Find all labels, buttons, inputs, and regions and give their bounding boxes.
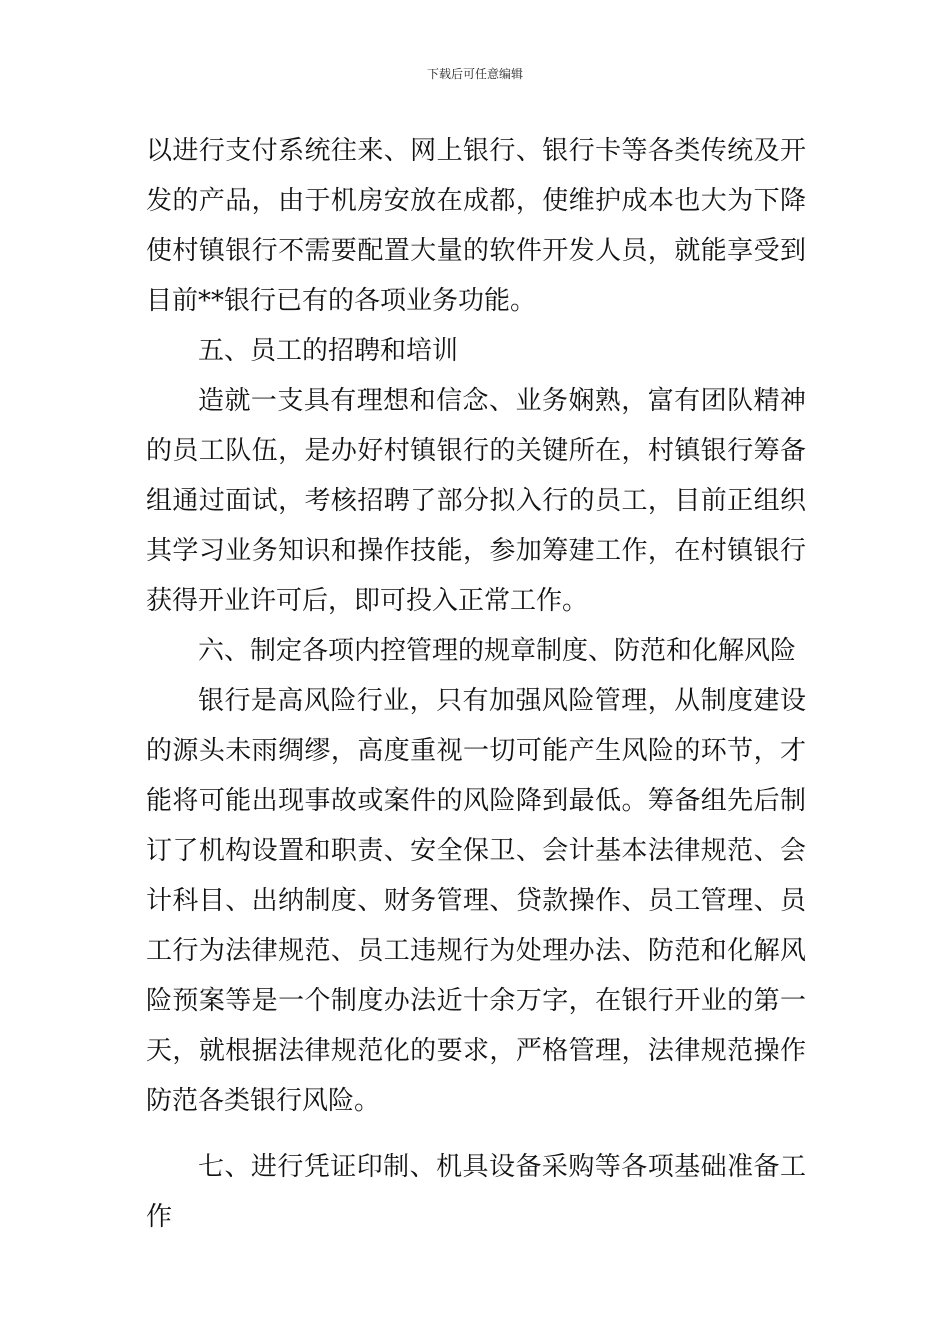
section-heading-5: 五、员工的招聘和培训 — [198, 336, 459, 366]
paragraph-staff-training: 造就一支具有理想和信念、业务娴熟，富有团队精神的员工队伍，是办好村镇银行的关键所在，村镇银行筹备组通过面试，考核招聘了部分拟入行的员工，目前正组织其学习业务知识和操作技能，参加筹建工作，在村镇银行获得开业许可后，即可投入正常工作。 — [146, 386, 806, 616]
section-heading-7: 七、进行凭证印制、机具设备采购等各项基础准备工作 — [146, 1152, 806, 1232]
document-body — [146, 126, 806, 1242]
paragraph-intro: 以进行支付系统往来、网上银行、银行卡等各类传统及开发的产品，由于机房安放在成都，使维护成本也大为下降使村镇银行不需要配置大量的软件开发人员，就能享受到目前**银行已有的各项业务功能。 — [146, 136, 806, 316]
section-heading-6: 六、制定各项内控管理的规章制度、防范和化解风险 — [198, 636, 797, 666]
paragraph-risk-control: 银行是高风险行业，只有加强风险管理，从制度建设的源头未雨绸缪，高度重视一切可能产生风险的环节，才能将可能出现事故或案件的风险降到最低。筹备组先后制订了机构设置和职责、安全保卫、会计基本法律规范、会计科目、出纳制度、财务管理、贷款操作、员工管理、员工行为法律规范、员工违规行为处理办法、防范和化解风险预案等是一个制度办法近十余万字，在银行开业的第一天，就根据法律规范化的要求，严格管理，法律规范操作防范各类银行风险。 — [146, 686, 806, 1116]
page-header: 下载后可任意编辑 — [426, 67, 523, 81]
